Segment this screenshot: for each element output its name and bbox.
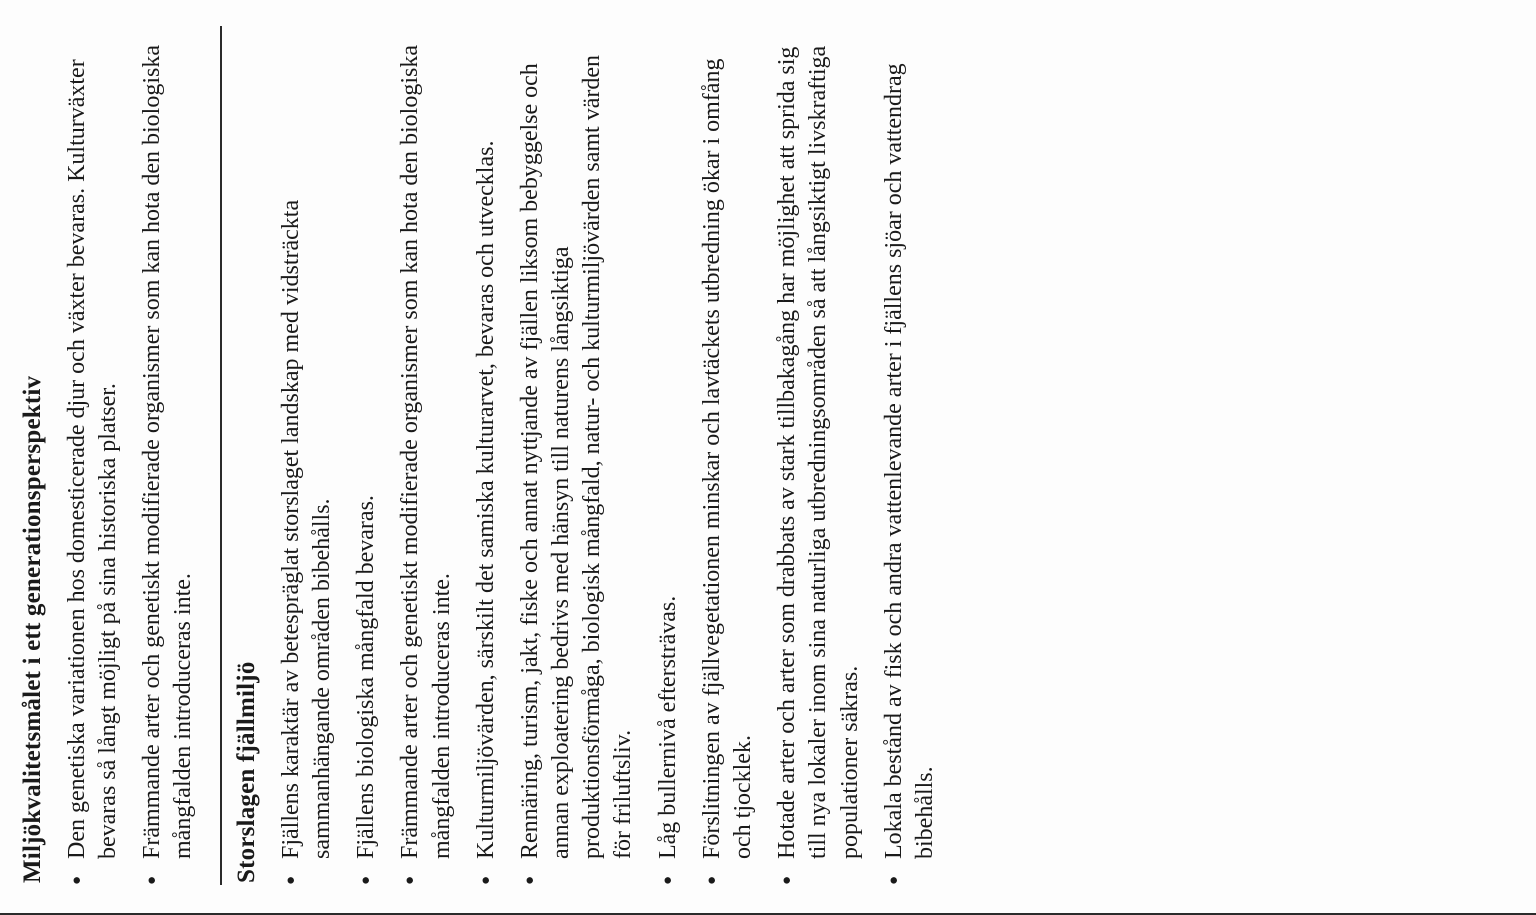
section-generationsperspektiv <box>18 26 212 885</box>
bullet-list <box>62 26 200 885</box>
bullet-dot-icon <box>351 859 379 885</box>
section-title: Miljökvalitetsmålet i ett generationsperspektiv <box>19 375 46 883</box>
list-item <box>653 26 684 885</box>
bullet-text: Fjällens karaktär av betespräglat storslaget landskap med vidsträckta sammanhängande områden bibehålls. <box>277 199 335 859</box>
bullet-text: Fjällens biologiska mångfald bevaras. <box>353 495 380 859</box>
list-item <box>697 26 759 885</box>
list-item <box>351 26 382 885</box>
section-title: Storslagen fjällmiljö <box>233 661 261 883</box>
document-body <box>18 26 1526 885</box>
bullet-text: Den genetiska variationen hos domesticerade djur och växter bevaras. Kulturväxter bevaras så långt möjligt på sina historiska platser. <box>63 59 121 859</box>
list-item <box>62 26 124 885</box>
bullet-list <box>276 26 941 885</box>
bullet-text: Låg bullernivå eftersträvas. <box>654 595 681 859</box>
section-storslagen-fjallmiljo <box>220 26 954 885</box>
bullet-dot-icon <box>697 859 725 885</box>
list-item <box>395 26 457 885</box>
bullet-text: Främmande arter och genetiskt modifierade organismer som kan hota den biologiska mångfalden introduceras inte. <box>138 45 197 859</box>
bullet-dot-icon <box>137 859 165 885</box>
list-item <box>772 26 866 885</box>
bullet-text: Hotade arter och arter som drabbats av stark tillbakagång har möjlighet att sprida sig till nya lokaler inom sina naturliga utbredningsområden så att långsiktigt livskraftiga populationer säkras. <box>774 45 863 859</box>
list-item <box>276 26 338 885</box>
bullet-text: Rennäring, turism, jakt, fiske och annat nyttjande av fjällen liksom bebyggelse och annan exploatering bedrivs med hänsyn till naturens långsiktiga produktionsförmåga, biologisk mångfald, natur- och kulturmiljövärden samt värden för friluftsliv. <box>516 55 637 859</box>
bullet-dot-icon <box>395 859 423 885</box>
bullet-dot-icon <box>772 859 800 885</box>
bullet-dot-icon <box>879 859 907 885</box>
bullet-dot-icon <box>276 859 304 885</box>
bullet-dot-icon <box>471 859 499 885</box>
list-item <box>879 26 941 885</box>
bullet-text: Kulturmiljövärden, särskilt det samiska kulturarvet, bevaras och utvecklas. <box>472 140 499 859</box>
bullet-text: Lokala bestånd av fisk och andra vattenlevande arter i fjällens sjöar och vattendrag bibehålls. <box>880 63 938 859</box>
list-item <box>137 26 199 885</box>
list-item <box>515 26 640 885</box>
list-item <box>471 26 502 885</box>
bullet-text: Förslitningen av fjällvegetationen minskar och lavtäckets utbredning ökar i omfång och tjocklek. <box>698 58 756 859</box>
bullet-text: Främmande arter och genetiskt modifierade organismer som kan hota den biologiska mångfalden introduceras inte. <box>397 45 455 859</box>
bullet-dot-icon <box>62 859 90 885</box>
bullet-dot-icon <box>653 859 681 885</box>
bullet-dot-icon <box>515 859 543 885</box>
